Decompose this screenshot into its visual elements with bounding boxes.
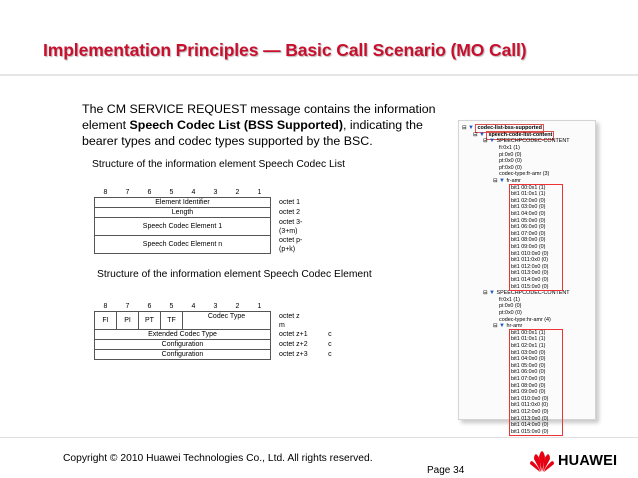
tree-leaf[interactable]: bit1 00:0x1 (1) (511, 184, 546, 191)
collapse-toggle-icon[interactable]: ⊟ (462, 125, 467, 131)
tree-leaf[interactable]: bit1 08:0x0 (0) (511, 237, 546, 244)
tree-leaf[interactable]: bit1 02:0x0 (0) (511, 197, 546, 204)
tree-leaf[interactable]: bit1 010:0x0 (0) (511, 250, 549, 257)
bit-label: 8 (103, 189, 108, 196)
tree-leaf[interactable]: bit1 05:0x0 (0) (511, 217, 546, 224)
tree-leaf[interactable]: bit1 06:0x0 (0) (511, 224, 546, 231)
tree-leaf[interactable]: bit1 06:0x0 (0) (511, 369, 546, 376)
tree-leaf[interactable]: bit1 011:0x0 (0) (511, 257, 549, 264)
caption-speech-codec-list: Structure of the information element Speech Codec List (92, 159, 345, 170)
title-divider (0, 74, 638, 76)
tree-leaf[interactable]: bit1 02:0x1 (1) (511, 343, 546, 349)
expand-arrow-icon: ▼ (489, 138, 495, 144)
expand-arrow-icon: ▼ (499, 323, 505, 330)
tree-leaf[interactable]: bit1 07:0x0 (0) (511, 230, 546, 237)
intro-text-b: , indicating the bearer types and codec types supported by the BSC. (82, 118, 423, 148)
pi-cell: PI (117, 312, 139, 330)
octet-label: (3+m) (279, 227, 298, 235)
decoded-message-tree[interactable] (458, 120, 596, 435)
page-number: Page 34 (427, 465, 465, 476)
collapse-toggle-icon[interactable]: ⊟ (473, 132, 478, 138)
tree-leaf[interactable]: bit1 04:0x0 (0) (511, 356, 546, 363)
bit-label: 1 (257, 303, 262, 310)
tree-leaf[interactable]: fi:0x1 (1) (499, 145, 520, 151)
octet-label: octet p- (279, 236, 303, 244)
tree-leaf[interactable]: bit1 04:0x0 (0) (511, 211, 546, 217)
fi-cell: FI (95, 312, 117, 330)
tree-leaf[interactable]: pf:0x0 (0) (499, 164, 522, 171)
tree-node-label: hr-amr (506, 323, 523, 330)
tree-leaf[interactable]: bit1 01:0x1 (1) (511, 336, 546, 343)
intro-paragraph (82, 101, 442, 149)
copyright-text: Copyright © 2010 Huawei Technologies Co., Ltd. All rights reserved. (63, 453, 373, 464)
tree-leaf[interactable]: bit1 07:0x0 (0) (511, 376, 546, 382)
tree-leaf[interactable]: pi:0x0 (0) (499, 151, 522, 158)
expand-arrow-icon: ▼ (468, 125, 474, 131)
table-row (95, 312, 332, 321)
bit-label: 2 (235, 303, 240, 310)
field-cell: Length (95, 208, 271, 218)
bit-label: 7 (125, 303, 130, 310)
tree-leaf[interactable]: fi:0x1 (1) (499, 296, 520, 303)
highlight-box (509, 184, 563, 292)
octet-label: (p+k) (279, 245, 296, 253)
tree-node-label: SPEECHPCODEC-CONTENT (496, 290, 570, 297)
octet-label: octet 3- (279, 218, 303, 226)
tree-leaf[interactable]: codec-type:fr-amr (3) (499, 171, 550, 178)
bit-label: 6 (147, 303, 152, 310)
bit-label: 5 (169, 303, 174, 310)
tree-leaf[interactable]: codec-type:hr-amr (4) (499, 316, 551, 323)
tree-leaf[interactable]: bit1 013:0x0 (0) (511, 270, 549, 277)
bit-header-row (95, 188, 303, 198)
collapse-toggle-icon[interactable]: ⊟ (493, 323, 498, 330)
tree-leaf[interactable]: bit1 00:0x1 (1) (511, 329, 546, 336)
bit-label: 2 (235, 189, 240, 196)
field-cell: Speech Codec Element n (95, 236, 271, 254)
tree-leaf[interactable]: bit1 012:0x0 (0) (511, 409, 549, 415)
bit-label: 3 (213, 189, 218, 196)
tf-cell: TF (161, 312, 183, 330)
tree-node-content-1[interactable] (483, 138, 570, 145)
octet-label: m (279, 321, 285, 329)
slide-title: Implementation Principles — Basic Call Scenario (MO Call) (43, 40, 527, 60)
tree-leaf[interactable]: bit1 01:0x1 (1) (511, 191, 546, 198)
pt-cell: PT (139, 312, 161, 330)
table-row (95, 330, 332, 340)
extra-label: c (328, 351, 332, 358)
tree-leaf[interactable]: bit1 05:0x0 (0) (511, 362, 546, 369)
tree-leaf[interactable]: pi:0x0 (0) (499, 303, 522, 310)
bit-label: 7 (125, 189, 130, 196)
bit-label: 8 (103, 303, 108, 310)
tree-leaf[interactable]: bit1 015:0x0 (0) (511, 283, 549, 290)
brand-name: HUAWEI (558, 453, 618, 469)
bit-label: 4 (191, 189, 196, 196)
table-row (95, 340, 332, 350)
tree-leaf[interactable]: pt:0x0 (0) (499, 310, 522, 316)
tree-leaf[interactable]: bit1 09:0x0 (0) (511, 389, 546, 396)
octet-label: octet 1 (279, 199, 301, 206)
tree-leaf[interactable]: bit1 013:0x0 (0) (511, 415, 549, 422)
collapse-toggle-icon[interactable]: ⊟ (493, 178, 498, 184)
tree-leaf[interactable]: bit1 03:0x0 (0) (511, 204, 546, 211)
bit-header-row (95, 302, 332, 312)
octet-label: octet z+3 (279, 351, 308, 358)
speech-codec-list-table (94, 188, 303, 254)
field-cell: Element Identifier (95, 198, 271, 208)
tree-leaf[interactable]: pt:0x0 (0) (499, 158, 522, 165)
bit-label: 4 (191, 303, 196, 310)
table-row (95, 350, 332, 360)
tree-node-label: codec-list-bss-supported (477, 125, 542, 131)
collapse-toggle-icon[interactable]: ⊟ (483, 290, 488, 297)
expand-arrow-icon: ▼ (479, 132, 485, 138)
tree-leaf[interactable]: bit1 09:0x0 (0) (511, 244, 546, 250)
table-row (95, 198, 303, 208)
octet-label: octet 2 (279, 209, 301, 216)
octet-label: octet z+1 (279, 331, 308, 338)
field-cell: Configuration (95, 350, 271, 360)
expand-arrow-icon: ▼ (489, 290, 495, 297)
bit-label: 6 (147, 189, 152, 196)
caption-speech-codec-element: Structure of the information element Speech Codec Element (97, 269, 372, 280)
field-cell: Configuration (95, 340, 271, 350)
codec-type-cell: Codec Type (183, 312, 271, 330)
extra-label: c (328, 341, 332, 348)
tree-node-label: SPEECHPCODEC-CONTENT (496, 138, 570, 144)
tree-leaf[interactable]: bit1 010:0x0 (0) (511, 395, 549, 402)
extra-label: c (328, 331, 332, 338)
tree-leaf[interactable]: bit1 08:0x0 (0) (511, 382, 546, 389)
tree-leaf[interactable]: bit1 014:0x0 (0) (511, 422, 549, 429)
bit-label: 5 (169, 189, 174, 196)
octet-label: octet z (279, 312, 300, 320)
tree-leaf[interactable]: bit1 011:0x0 (0) (511, 402, 549, 409)
footer-divider (0, 437, 638, 438)
bit-label: 1 (257, 189, 262, 196)
field-cell: Speech Codec Element 1 (95, 218, 271, 236)
expand-arrow-icon: ▼ (499, 178, 505, 184)
tree-leaf[interactable]: bit1 03:0x0 (0) (511, 349, 546, 356)
tree-leaf[interactable]: bit1 012:0x0 (0) (511, 263, 549, 270)
tree-leaf[interactable]: bit1 014:0x0 (0) (511, 277, 549, 283)
intro-text-a: The CM SERVICE REQUEST message contains the information element (82, 102, 436, 132)
table-row (95, 208, 303, 218)
table-row (95, 236, 303, 245)
highlight-box (509, 329, 563, 437)
huawei-logo-icon (528, 449, 556, 473)
field-cell: Extended Codec Type (95, 330, 271, 340)
table-row (95, 218, 303, 227)
intro-text-bold: Speech Codec List (BSS Supported) (129, 118, 343, 132)
tree-node-label: fr-amr (506, 178, 521, 184)
collapse-toggle-icon[interactable]: ⊟ (483, 138, 488, 144)
bit-label: 3 (213, 303, 218, 310)
tree-node-label: speech-code-list-content (488, 132, 553, 138)
speech-codec-element-table (94, 302, 332, 360)
tree-leaf[interactable]: bit1 015:0x0 (0) (511, 428, 549, 435)
octet-label: octet z+2 (279, 341, 308, 348)
